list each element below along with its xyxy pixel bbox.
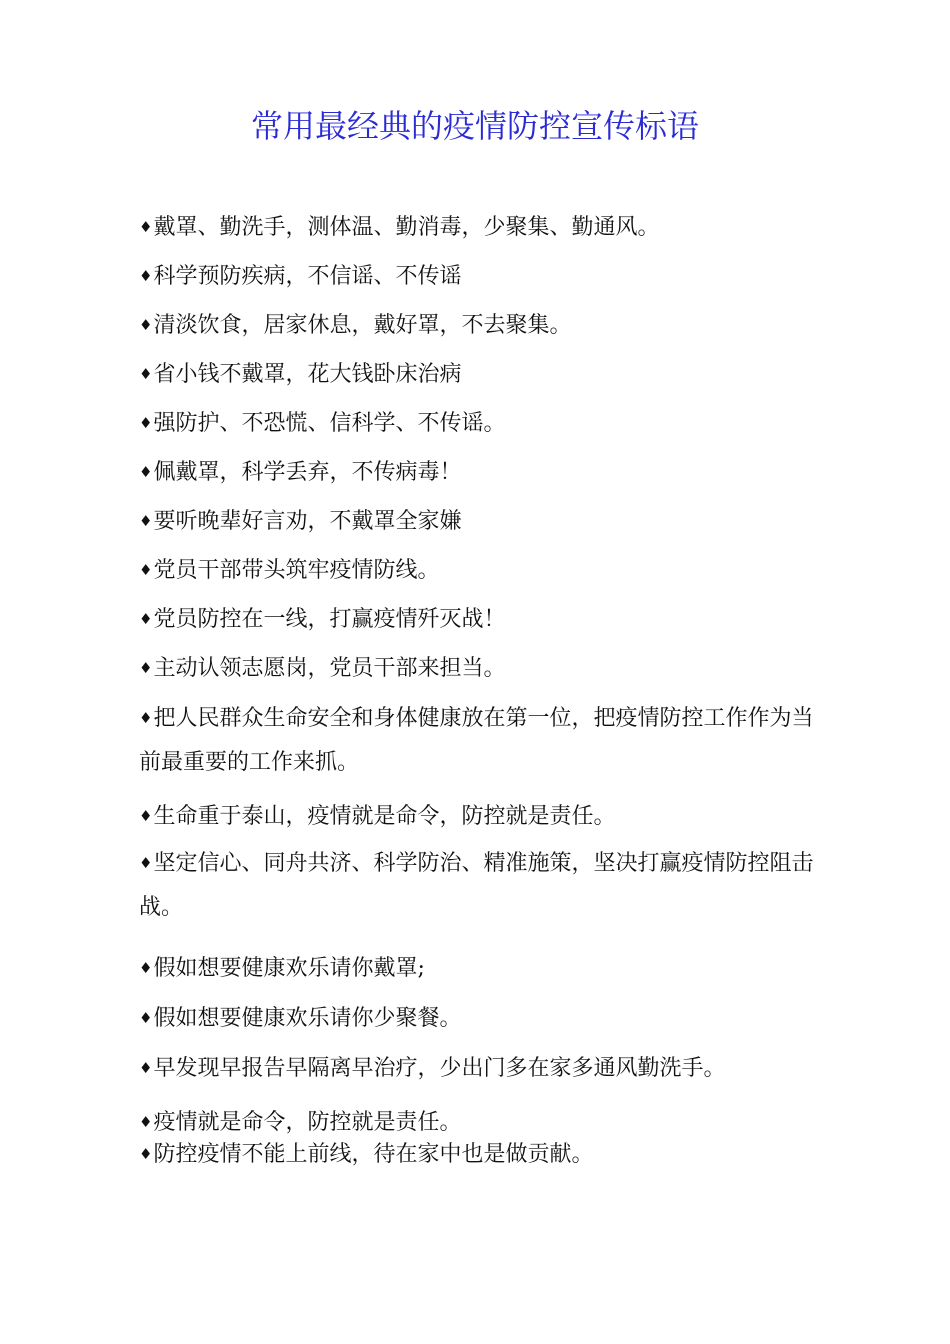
slogan-text: 假如想要健康欢乐请你少聚餐。 [153, 1006, 462, 1031]
slogan-item [139, 548, 819, 593]
diamond-bullet-icon: ♦ [139, 561, 153, 579]
slogan-item [139, 499, 819, 544]
slogan-text: 党员防控在一线，打赢疫情歼灭战！ [153, 607, 506, 632]
diamond-bullet-icon: ♦ [139, 709, 153, 727]
slogan-text: 佩戴罩，科学丢弃，不传病毒！ [153, 460, 462, 485]
slogan-item [139, 352, 819, 397]
diamond-bullet-icon: ♦ [139, 463, 153, 481]
slogan-item [139, 996, 819, 1041]
slogan-text: 主动认领志愿岗，党员干部来担当。 [153, 656, 506, 681]
slogan-item [139, 1132, 819, 1177]
slogan-item [139, 254, 819, 299]
diamond-bullet-icon: ♦ [139, 1145, 153, 1163]
diamond-bullet-icon: ♦ [139, 414, 153, 432]
slogan-item [139, 401, 819, 446]
slogan-text: 强防护、不恐慌、信科学、不传谣。 [153, 411, 506, 436]
slogan-item [139, 1046, 819, 1091]
slogan-item [139, 841, 819, 930]
slogan-text: 省小钱不戴罩，花大钱卧床治病 [153, 362, 462, 387]
slogan-text: 戴罩、勤洗手，测体温、勤消毒，少聚集、勤通风。 [153, 215, 660, 240]
diamond-bullet-icon: ♦ [139, 959, 153, 977]
slogan-text: 疫情就是命令，防控就是责任。 [153, 1110, 462, 1135]
slogan-text: 把人民群众生命安全和身体健康放在第一位，把疫情防控工作作为当前最重要的工作来抓。 [139, 706, 814, 775]
slogan-text: 清淡饮食，居家休息，戴好罩，不去聚集。 [153, 313, 572, 338]
slogan-text: 党员干部带头筑牢疫情防线。 [153, 558, 440, 583]
slogan-item [139, 205, 819, 250]
diamond-bullet-icon: ♦ [139, 1009, 153, 1027]
slogan-text: 坚定信心、同舟共济、科学防治、精准施策，坚决打赢疫情防控阻击战。 [139, 851, 814, 920]
diamond-bullet-icon: ♦ [139, 659, 153, 677]
slogan-item [139, 303, 819, 348]
diamond-bullet-icon: ♦ [139, 1113, 153, 1131]
diamond-bullet-icon: ♦ [139, 610, 153, 628]
slogan-item [139, 696, 819, 785]
diamond-bullet-icon: ♦ [139, 854, 153, 872]
diamond-bullet-icon: ♦ [139, 365, 153, 383]
slogan-text: 早发现早报告早隔离早治疗，少出门多在家多通风勤洗手。 [153, 1056, 726, 1081]
diamond-bullet-icon: ♦ [139, 1059, 153, 1077]
slogan-text: 生命重于泰山，疫情就是命令，防控就是责任。 [153, 804, 616, 829]
slogan-text: 假如想要健康欢乐请你戴罩; [153, 956, 425, 981]
slogan-item [139, 646, 819, 691]
slogan-item [139, 946, 819, 991]
slogan-item [139, 794, 819, 839]
slogan-text: 防控疫情不能上前线，待在家中也是做贡献。 [153, 1142, 594, 1167]
diamond-bullet-icon: ♦ [139, 267, 153, 285]
diamond-bullet-icon: ♦ [139, 218, 153, 236]
diamond-bullet-icon: ♦ [139, 807, 153, 825]
slogan-text: 要听晚辈好言劝，不戴罩全家嫌 [153, 509, 462, 534]
diamond-bullet-icon: ♦ [139, 316, 153, 334]
document-title: 常用最经典的疫情防控宣传标语 [250, 107, 699, 145]
diamond-bullet-icon: ♦ [139, 512, 153, 530]
slogan-item [139, 597, 819, 642]
slogan-item [139, 450, 819, 495]
slogan-text: 科学预防疾病，不信谣、不传谣 [153, 264, 462, 289]
